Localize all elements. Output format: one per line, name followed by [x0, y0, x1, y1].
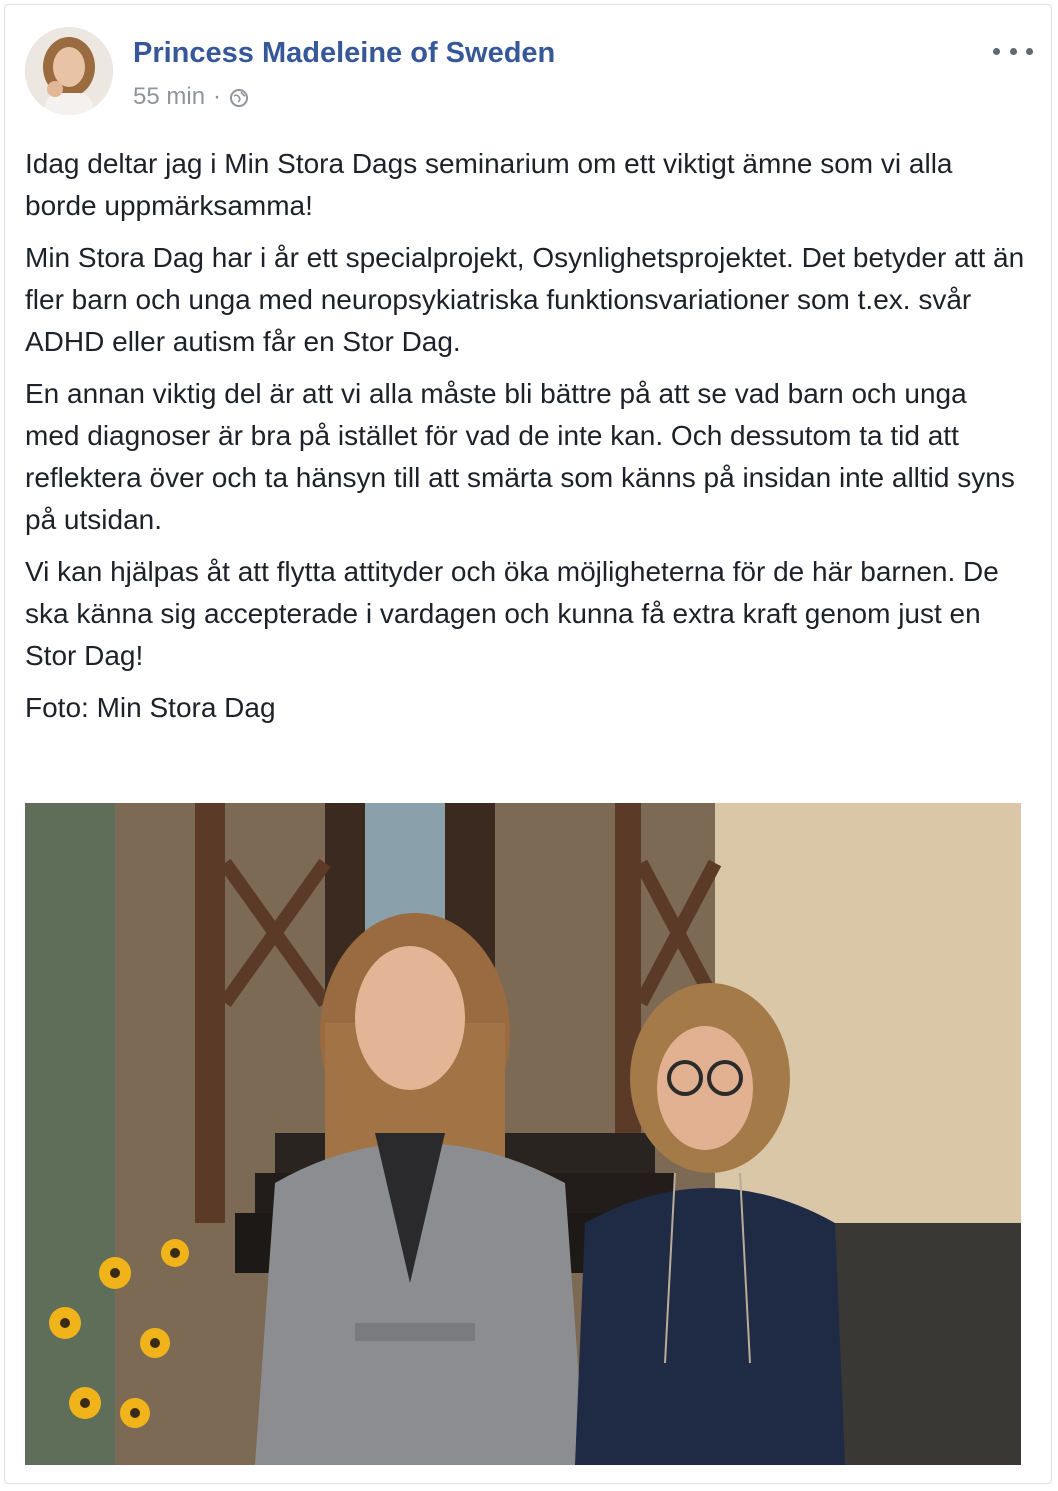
meta-separator: · [213, 83, 222, 110]
more-options-button[interactable] [993, 41, 1033, 61]
globe-icon[interactable] [229, 87, 249, 107]
photo-credit: Foto: Min Stora Dag [25, 692, 276, 723]
more-dot-icon [1026, 48, 1033, 55]
more-dot-icon [1010, 48, 1017, 55]
post-paragraph: En annan viktig del är att vi alla måste bli bättre på att se vad barn och unga med diagnoser är bra på istället för vad de inte kan. Och dessutom ta tid att reflektera över och ta hänsyn till att smärta som känns på insidan inte alltid syns på utsidan. [25, 378, 1015, 535]
author-avatar[interactable] [25, 27, 113, 115]
post-header [25, 27, 1035, 127]
post-paragraph: Vi kan hjälpas åt att flytta attityder och öka möjligheterna för de här barnen. De ska känna sig accepterade i vardagen och kunna få extra kraft genom just en Stor Dag! [25, 556, 999, 671]
author-name-link[interactable]: Princess Madeleine of Sweden [133, 37, 556, 69]
post-meta [133, 83, 249, 111]
more-dot-icon [993, 48, 1000, 55]
post-body [25, 143, 1025, 739]
post-timestamp[interactable]: 55 min [133, 83, 206, 110]
post-card [4, 4, 1052, 1484]
post-paragraph: Idag deltar jag i Min Stora Dags seminarium om ett viktigt ämne som vi alla borde uppmärksamma! [25, 148, 953, 221]
post-photo[interactable] [25, 803, 1021, 1465]
post-paragraph: Min Stora Dag har i år ett specialprojekt, Osynlighetsprojektet. Det betyder att än fler barn och unga med neuropsykiatriska funktionsvariationer som t.ex. svår ADHD eller autism får en Stor Dag. [25, 242, 1025, 357]
